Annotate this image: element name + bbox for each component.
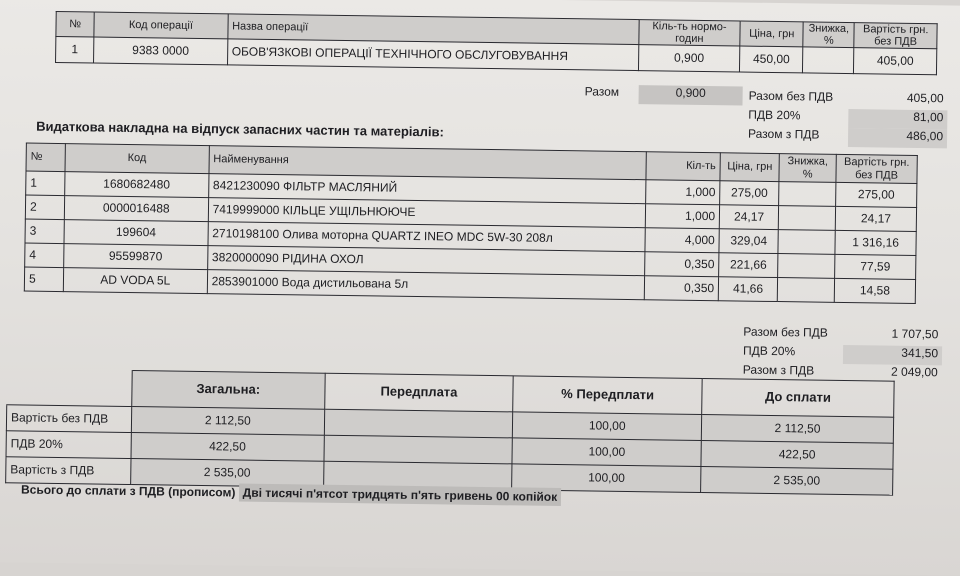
col-no: № <box>56 11 95 37</box>
cell-price: 24,17 <box>719 205 778 230</box>
cell-code: 1680682480 <box>65 172 209 198</box>
sum-label: Разом <box>584 84 620 99</box>
sum-qty: 0,900 <box>638 85 742 105</box>
cell-discount <box>778 230 835 255</box>
cell-total: 275,00 <box>836 182 917 207</box>
col-code: Код <box>65 144 209 174</box>
summary-col-total: Загальна: <box>132 371 325 410</box>
cell-price: 329,04 <box>719 229 778 254</box>
col-discount: Знижка, % <box>779 154 836 183</box>
cell-discount <box>779 182 836 207</box>
parts-title: Видаткова накладна на відпуск запасних частин та матеріалів: <box>36 118 445 140</box>
operations-sum-row <box>585 84 743 105</box>
operations-totals <box>748 89 948 149</box>
cell-discount <box>803 47 854 74</box>
total-value: 2 049,00 <box>890 364 938 380</box>
col-total: Вартість грн. без ПДВ <box>854 23 937 49</box>
cell-name: ОБОВ'ЯЗКОВІ ОПЕРАЦІЇ ТЕХНІЧНОГО ОБСЛУГОВУВАННЯ <box>227 39 638 71</box>
amount-in-words-value: Дві тисячі п'ятсот тридцять п'ять гривень 00 копійок <box>239 484 562 507</box>
cell-name: 3820000090 РІДИНА ОХОЛ <box>207 246 645 276</box>
col-name: Найменування <box>209 146 647 180</box>
summary-row-label: Вартість з ПДВ <box>6 457 131 485</box>
summary-total: 422,50 <box>131 433 324 462</box>
cell-code: 199604 <box>64 220 208 246</box>
cell-total: 14,58 <box>834 278 915 303</box>
cell-price: 275,00 <box>720 181 779 206</box>
cell-code: 95599870 <box>64 244 208 270</box>
total-label: Разом без ПДВ <box>743 324 828 340</box>
summary-prepay-pct: 100,00 <box>512 438 701 467</box>
amount-in-words-label: Всього до сплати з ПДВ (прописом) <box>20 482 236 500</box>
cell-price: 221,66 <box>719 253 778 278</box>
cell-total: 405,00 <box>854 48 937 75</box>
summary-col-prepay-pct: % Передплати <box>513 376 702 415</box>
cell-qty: 0,350 <box>645 276 719 301</box>
total-value: 81,00 <box>848 109 947 129</box>
summary-due: 422,50 <box>701 441 893 470</box>
summary-due: 2 535,00 <box>701 467 893 496</box>
cell-code: 9383 0000 <box>94 37 228 65</box>
parts-table <box>24 143 918 304</box>
parts-totals <box>743 325 943 385</box>
total-label: Разом без ПДВ <box>748 88 834 104</box>
summary-col-due: До сплати <box>702 379 894 418</box>
col-price: Ціна, грн <box>740 21 804 47</box>
cell-discount <box>777 278 834 303</box>
cell-discount <box>778 254 835 279</box>
operations-table <box>55 11 938 75</box>
total-value: 486,00 <box>848 128 947 148</box>
cell-total: 1 316,16 <box>835 230 916 255</box>
col-name: Назва операції <box>227 14 638 45</box>
col-qty: Кіл-ть <box>646 152 720 181</box>
summary-col-prepay: Передплата <box>324 373 513 412</box>
total-label: ПДВ 20% <box>742 343 796 359</box>
cell-price: 450,00 <box>740 46 804 73</box>
total-value: 341,50 <box>843 345 942 365</box>
cell-no: 4 <box>25 243 64 268</box>
cell-no: 3 <box>25 219 64 244</box>
cell-qty: 1,000 <box>646 180 720 205</box>
cell-no: 5 <box>24 267 63 292</box>
col-total: Вартість грн. без ПДВ <box>836 154 917 183</box>
summary-due: 2 112,50 <box>701 415 893 444</box>
cell-no: 2 <box>25 195 64 220</box>
cell-total: 77,59 <box>835 254 916 279</box>
cell-name: 8421230090 ФІЛЬТР МАСЛЯНИЙ <box>208 174 646 204</box>
total-label: Разом з ПДВ <box>747 126 820 142</box>
total-value: 405,00 <box>906 90 944 106</box>
total-value: 1 707,50 <box>891 326 939 342</box>
summary-corner <box>7 369 132 407</box>
cell-qty: 1,000 <box>646 204 720 229</box>
total-label: ПДВ 20% <box>748 107 801 123</box>
summary-prepay-pct: 100,00 <box>513 412 702 441</box>
cell-name: 2710198100 Олива моторна QUARTZ INEO MDC 5W-30 208л <box>208 222 646 252</box>
cell-total: 24,17 <box>835 206 916 231</box>
cell-discount <box>778 206 835 231</box>
cell-price: 41,66 <box>718 277 777 302</box>
summary-total: 2 535,00 <box>131 459 324 488</box>
cell-no: 1 <box>26 171 65 196</box>
col-discount: Знижка, % <box>803 22 854 48</box>
cell-qty: 0,900 <box>638 45 740 72</box>
cell-code: 0000016488 <box>64 196 208 222</box>
cell-qty: 4,000 <box>645 228 719 253</box>
col-qty: Кіль-ть нормо-годин <box>639 20 741 47</box>
summary-prepay-pct: 100,00 <box>512 464 701 493</box>
summary-table <box>5 368 895 495</box>
summary-row-label: Вартість без ПДВ <box>6 405 131 433</box>
summary-total: 2 112,50 <box>131 407 324 436</box>
summary-prepay <box>324 435 513 464</box>
col-no: № <box>26 143 65 172</box>
cell-name: 2853901000 Вода дистильована 5л <box>207 270 645 300</box>
cell-qty: 0,350 <box>645 252 719 277</box>
cell-code: AD VODA 5L <box>63 268 207 294</box>
col-price: Ціна, грн <box>720 153 779 182</box>
col-code: Код операції <box>94 12 228 39</box>
summary-prepay <box>324 409 513 438</box>
total-label: Разом з ПДВ <box>742 362 815 378</box>
cell-name: 7419999000 КІЛЬЦЕ УЩІЛЬНЮЮЧЕ <box>208 198 646 228</box>
summary-row-label: ПДВ 20% <box>6 431 131 459</box>
cell-no: 1 <box>56 37 95 64</box>
